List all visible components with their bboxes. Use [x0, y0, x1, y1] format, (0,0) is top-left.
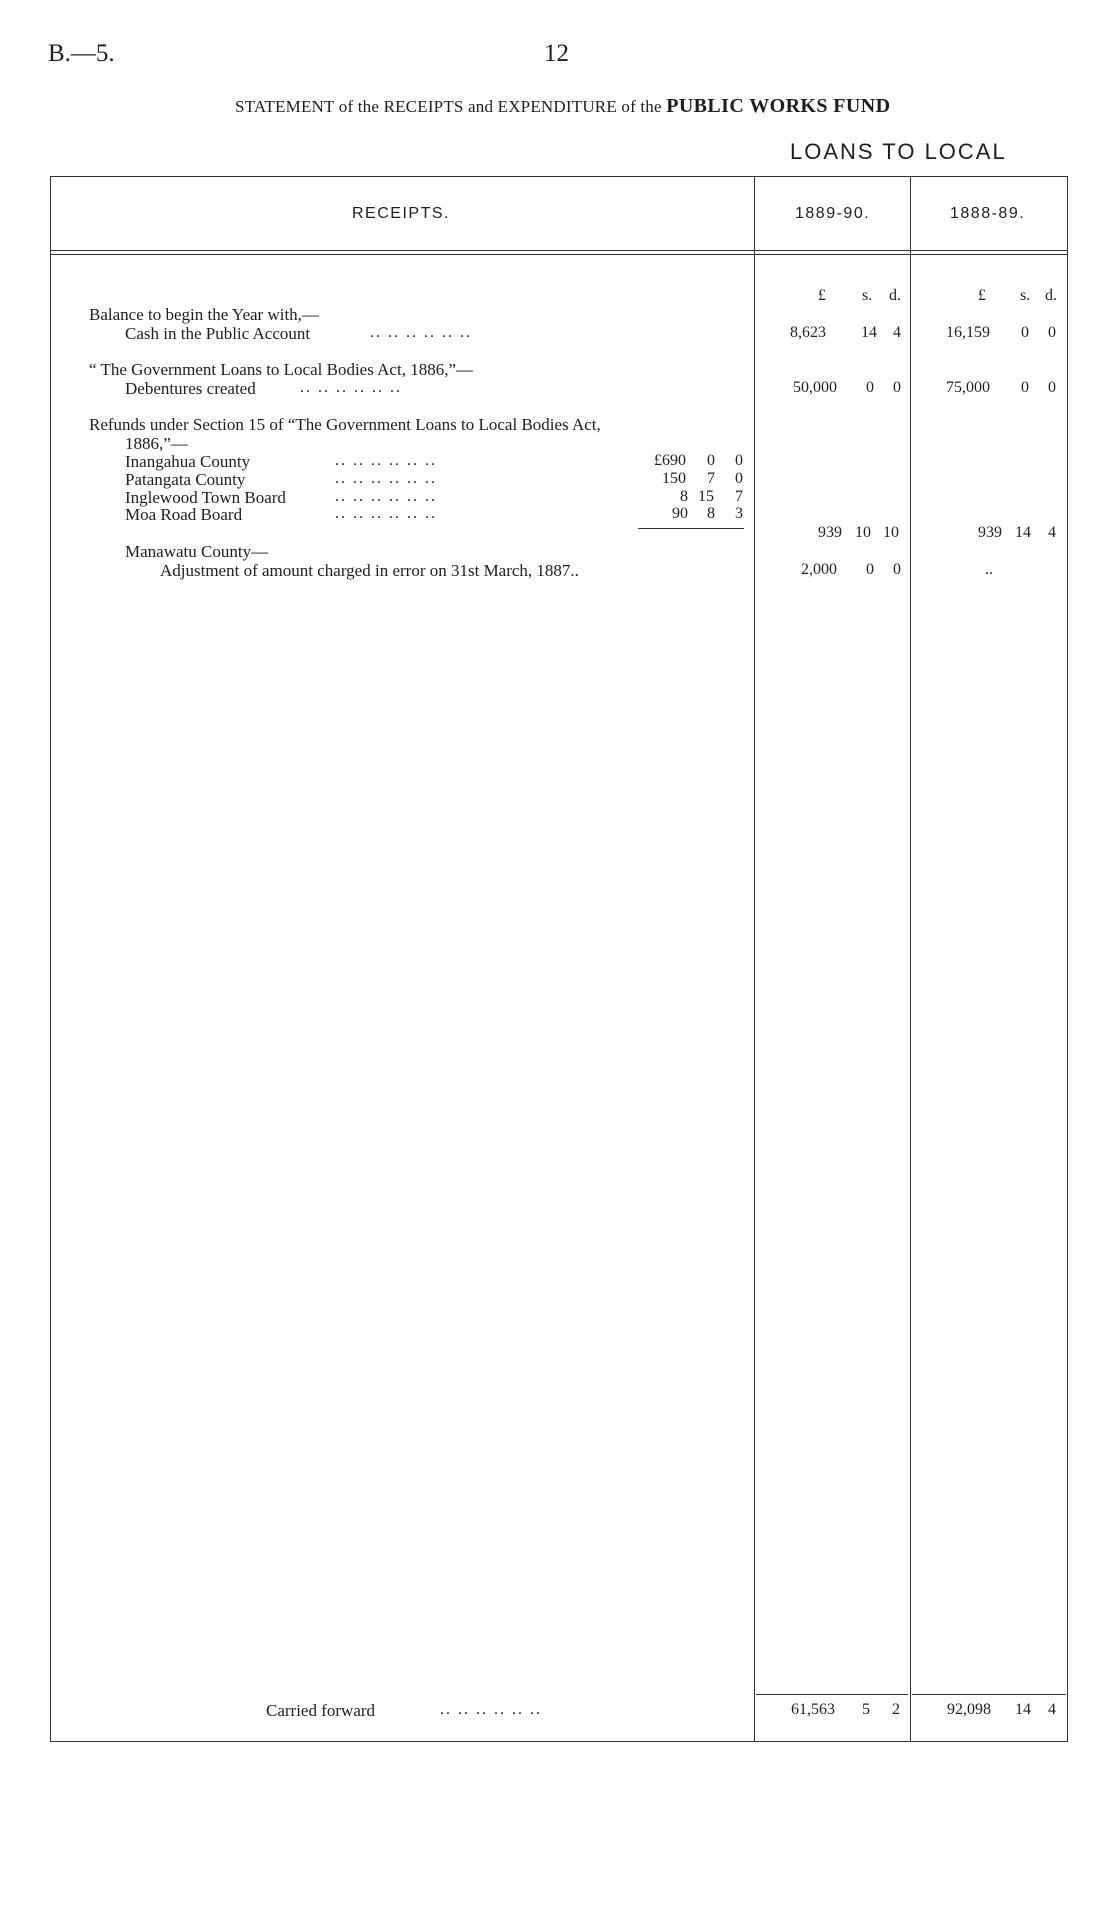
act-heading: “ The Government Loans to Local Bodies Act, 1886,”— [89, 360, 473, 379]
carried-y1-pence: 2 [892, 1701, 900, 1718]
balance-y2-shillings: 0 [1021, 324, 1029, 341]
carried-y1-pounds: 61,563 [791, 1701, 835, 1718]
act-leader: .. .. .. .. .. .. [300, 379, 402, 396]
column-header-1889-90: 1889-90. [795, 205, 871, 222]
act-y1-shillings: 0 [866, 379, 874, 396]
refunds-y2-pence: 4 [1048, 524, 1056, 541]
refund-item-pounds: 90 [672, 505, 688, 522]
column-header-1888-89: 1888-89. [950, 205, 1026, 222]
refund-item-pounds: £690 [654, 452, 686, 469]
column-divider-receipts [754, 176, 755, 1742]
act-y1-pounds: 50,000 [793, 379, 837, 396]
balance-item-label: Cash in the Public Account [125, 324, 311, 343]
manawatu-y1-pounds: 2,000 [801, 561, 837, 578]
column-divider-years [910, 176, 911, 1742]
statement-subtitle: LOANS TO LOCAL [790, 139, 1007, 164]
refund-item-name: Inangahua County [125, 452, 251, 471]
refund-item-leader: .. .. .. .. .. .. [335, 452, 437, 469]
act-y2-pence: 0 [1048, 379, 1056, 396]
refund-item-shillings: 0 [707, 452, 715, 469]
act-y2-shillings: 0 [1021, 379, 1029, 396]
act-item-label: Debentures created [125, 379, 256, 398]
act-y1-pence: 0 [893, 379, 901, 396]
manawatu-y1-pence: 0 [893, 561, 901, 578]
statement-title-prefix: STATEMENT of the RECEIPTS and EXPENDITURE of the [235, 97, 662, 116]
balance-y2-pence: 0 [1048, 324, 1056, 341]
balance-y1-pounds: 8,623 [790, 324, 826, 341]
carried-forward-label: Carried forward [266, 1701, 376, 1720]
refund-item-shillings: 8 [707, 505, 715, 522]
carried-y2-pence: 4 [1048, 1701, 1056, 1718]
refunds-subtotal-rule [638, 528, 744, 529]
statement-title [235, 95, 890, 118]
carried-y2-shillings: 14 [1015, 1701, 1031, 1718]
carried-rule-y2 [912, 1694, 1066, 1695]
refund-item-name: Moa Road Board [125, 505, 243, 524]
balance-y1-shillings: 14 [861, 324, 877, 341]
page-number: 12 [544, 40, 569, 67]
refund-item-pounds: 8 [680, 488, 688, 505]
refunds-y1-pounds: 939 [818, 524, 842, 541]
manawatu-item-label: Adjustment of amount charged in error on 31st March, 1887.. [160, 561, 579, 580]
refund-item-name: Patangata County [125, 470, 246, 489]
carried-y1-shillings: 5 [862, 1701, 870, 1718]
balance-y1-pence: 4 [893, 324, 901, 341]
refunds-y2-pounds: 939 [978, 524, 1002, 541]
refund-item-leader: .. .. .. .. .. .. [335, 488, 437, 505]
unit-shillings-y1: s. [862, 287, 873, 304]
statement-title-fund: PUBLIC WORKS FUND [666, 95, 891, 117]
unit-pence-y1: d. [889, 287, 901, 304]
refund-item-pence: 0 [735, 452, 743, 469]
refunds-y1-shillings: 10 [855, 524, 871, 541]
unit-pence-y2: d. [1045, 287, 1057, 304]
refunds-heading-line2: 1886,”— [125, 434, 188, 453]
balance-leader: .. .. .. .. .. .. [370, 324, 472, 341]
refund-item-shillings: 7 [707, 470, 715, 487]
refund-item-shillings: 15 [698, 488, 714, 505]
refunds-y1-pence: 10 [883, 524, 899, 541]
column-header-receipts: RECEIPTS. [352, 205, 450, 222]
refund-item-pounds: 150 [662, 470, 686, 487]
refund-item-leader: .. .. .. .. .. .. [335, 505, 437, 522]
receipts-table-frame [50, 176, 1068, 1742]
unit-shillings-y2: s. [1020, 287, 1031, 304]
refunds-heading-line1: Refunds under Section 15 of “The Government Loans to Local Bodies Act, [89, 415, 601, 434]
carried-rule-y1 [756, 1694, 908, 1695]
header-rule [50, 250, 1068, 251]
refund-item-pence: 0 [735, 470, 743, 487]
balance-y2-pounds: 16,159 [946, 324, 990, 341]
refund-item-pence: 3 [735, 505, 743, 522]
manawatu-y1-shillings: 0 [866, 561, 874, 578]
refund-item-leader: .. .. .. .. .. .. [335, 470, 437, 487]
carried-forward-leader: .. .. .. .. .. .. [440, 1701, 542, 1718]
act-y2-pounds: 75,000 [946, 379, 990, 396]
unit-pounds-y1: £ [818, 287, 826, 304]
document-reference: B.—5. [48, 40, 115, 67]
carried-y2-pounds: 92,098 [947, 1701, 991, 1718]
refunds-y2-shillings: 14 [1015, 524, 1031, 541]
unit-pounds-y2: £ [978, 287, 986, 304]
balance-heading: Balance to begin the Year with,— [89, 305, 319, 324]
refund-item-name: Inglewood Town Board [125, 488, 286, 507]
refund-item-pence: 7 [735, 488, 743, 505]
manawatu-heading: Manawatu County— [125, 542, 269, 561]
manawatu-y2-value: .. [985, 561, 993, 578]
header-rule-double [50, 254, 1068, 255]
